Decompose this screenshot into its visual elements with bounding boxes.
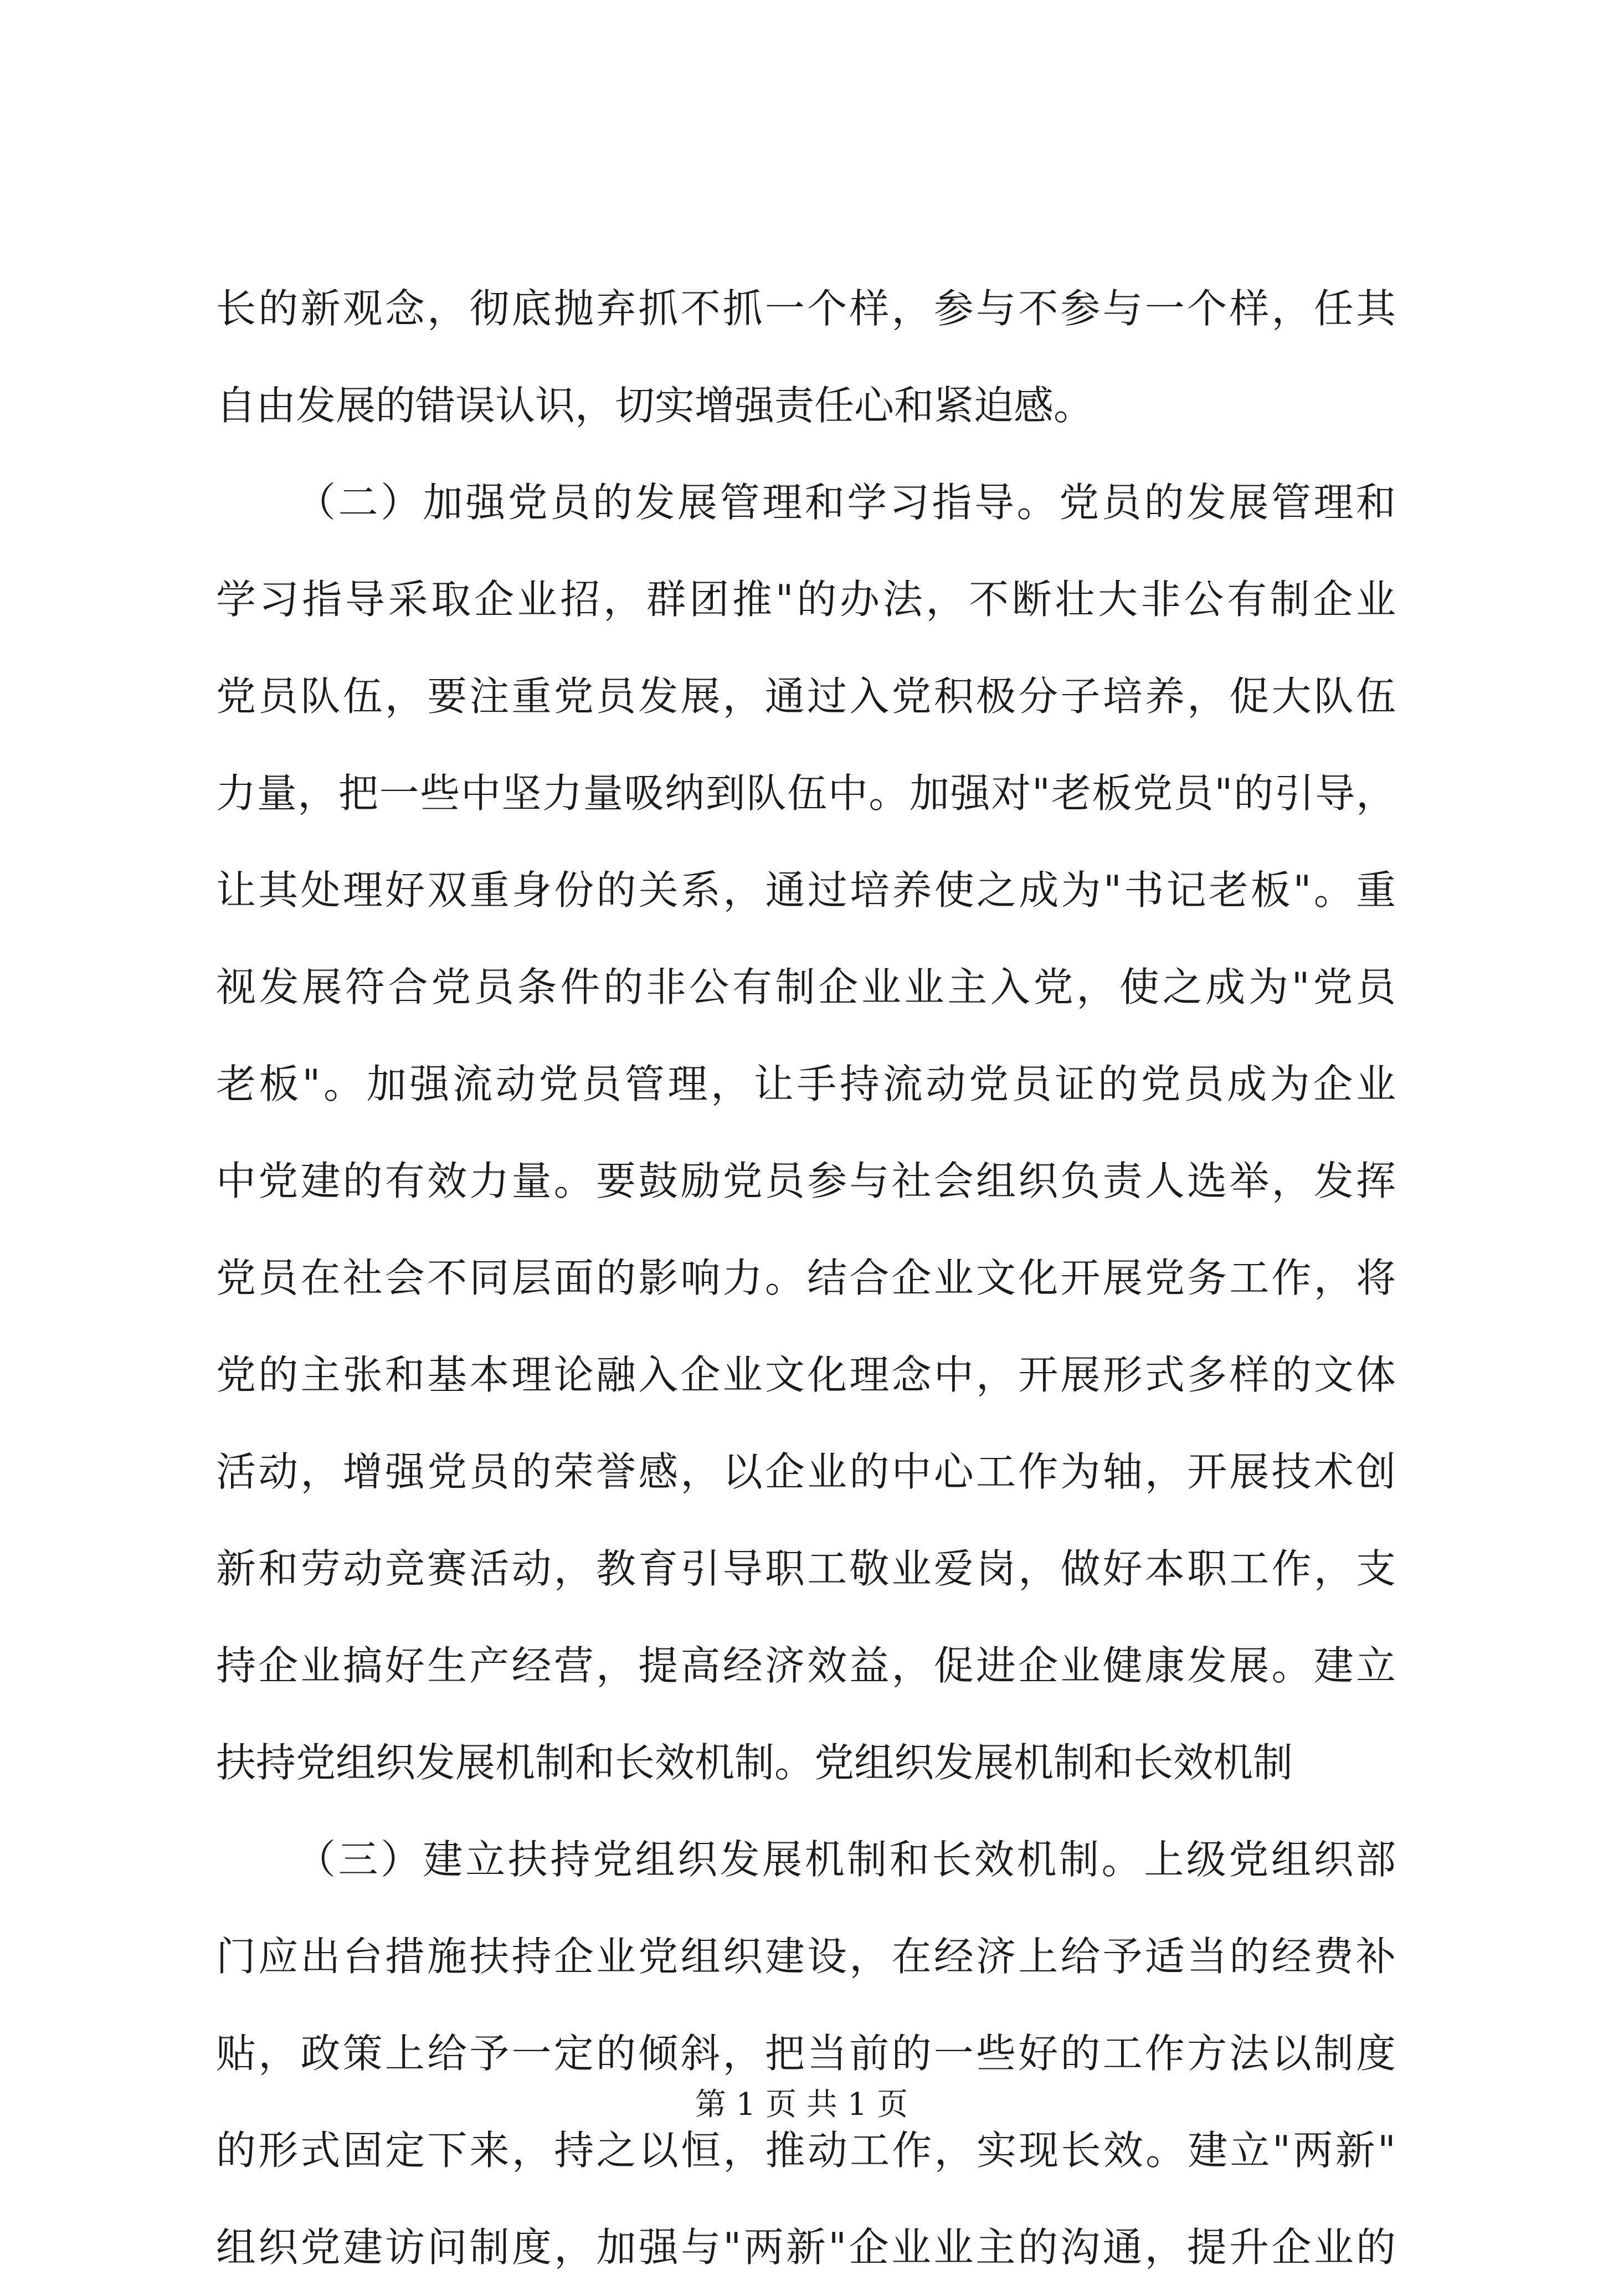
text-line: 门应出台措施扶持企业党组织建设，在经济上给予适当的经费补 [216, 1933, 1396, 1980]
document-body [216, 260, 1396, 2296]
text-line: 贴，政策上给予一定的倾斜，把当前的一些好的工作方法以制度 [216, 2030, 1396, 2077]
text-line: 党的主张和基本理论融入企业文化理念中，开展形式多样的文体 [216, 1352, 1396, 1398]
text-line: 组织党建访问制度，加强与"两新"企业业主的沟通，提升企业的 [216, 2224, 1396, 2271]
section-heading-line: （三）建立扶持党组织发展机制和长效机制。上级党组织部 [296, 1836, 1396, 1883]
text-line: 自由发展的错误认识，切实增强责任心和紧迫感。 [216, 382, 1094, 429]
text-line: 让其处理好双重身份的关系，通过培养使之成为"书记老板"。重 [216, 867, 1396, 913]
text-line: 新和劳动竞赛活动，教育引导职工敬业爱岗，做好本职工作，支 [216, 1545, 1396, 1592]
text-line: 长的新观念，彻底抛弃抓不抓一个样，参与不参与一个样，任其 [216, 285, 1396, 332]
text-line: 党员队伍，要注重党员发展，通过入党积极分子培养，促大队伍 [216, 673, 1396, 720]
text-line: 扶持党组织发展机制和长效机制。党组织发展机制和长效机制 [216, 1739, 1293, 1786]
text-line: 中党建的有效力量。要鼓励党员参与社会组织负责人选举，发挥 [216, 1158, 1396, 1204]
text-line: 持企业搞好生产经营，提高经济效益，促进企业健康发展。建立 [216, 1642, 1396, 1689]
text-line: 的形式固定下来，持之以恒，推动工作，实现长效。建立"两新" [216, 2127, 1396, 2174]
text-line: 视发展符合党员条件的非公有制企业业主入党，使之成为"党员 [216, 964, 1396, 1010]
text-line: 学习指导采取企业招，群团推"的办法，不断壮大非公有制企业 [216, 576, 1396, 623]
text-line: 力量，把一些中坚力量吸纳到队伍中。加强对"老板党员"的引导， [216, 770, 1396, 816]
section-heading-line: （二）加强党员的发展管理和学习指导。党员的发展管理和 [296, 479, 1396, 526]
page-number-footer: 第 1 页 共 1 页 [695, 2087, 908, 2123]
text-line: 活动，增强党员的荣誉感，以企业的中心工作为轴，开展技术创 [216, 1449, 1396, 1495]
text-line: 党员在社会不同层面的影响力。结合企业文化开展党务工作，将 [216, 1255, 1396, 1301]
text-line: 老板"。加强流动党员管理，让手持流动党员证的党员成为企业 [216, 1061, 1396, 1107]
